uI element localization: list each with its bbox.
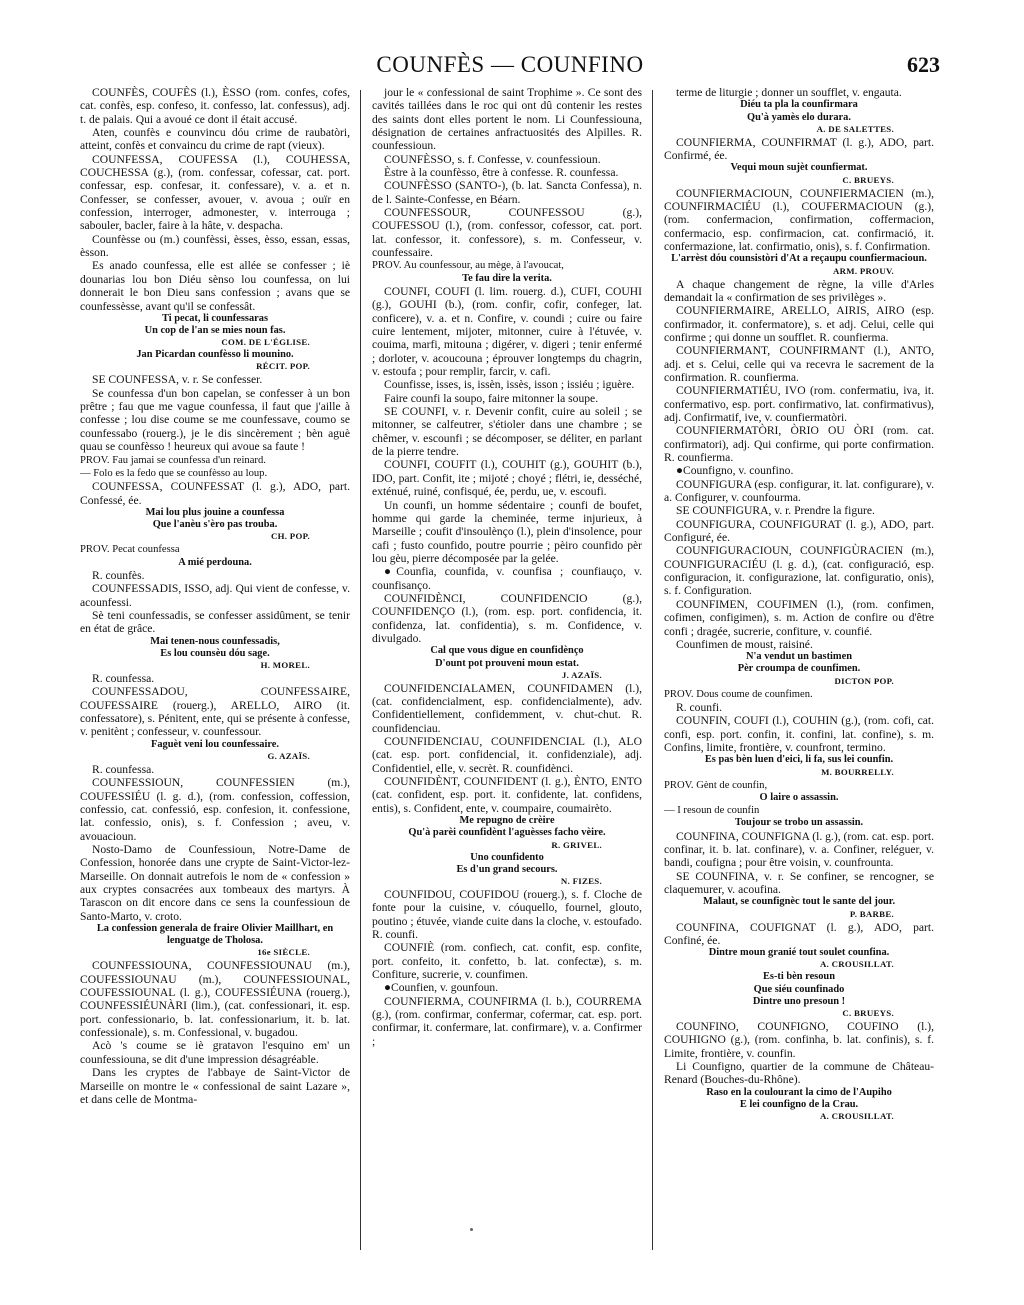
column-middle bbox=[372, 86, 642, 1256]
quotation-attribution: CH. POP. bbox=[271, 531, 310, 542]
quotation-line: Malaut, se counfignèc tout le sante del jour. bbox=[702, 896, 896, 908]
proverb-line: — Folo es la fedo que se counfèsso au loup. bbox=[80, 467, 268, 479]
dictionary-entry: Faire counfi la soupo, faire mitonner la soupe. bbox=[384, 391, 599, 405]
quotation-line: La confession generala de fraire Olivier Maillhart, en lenguatge de Tholosa. bbox=[96, 923, 334, 947]
dictionary-entry: COUNFIDÈNT, COUNFIDENT (l. g.), ÈNTO, ENTO (cat. confident, esp. port. it. confidente, lat. confidens, entis), s. Confident, ente, v. coumpaire, coumairèto. bbox=[372, 775, 642, 815]
quotation-line: Faguèt veni lou counfessaire. bbox=[151, 738, 279, 750]
quotation-line: Dintre uno presoun ! bbox=[752, 995, 846, 1007]
quotation-attribution: R. GRIVEL. bbox=[551, 839, 602, 850]
quotation-attribution: H. MOREL. bbox=[260, 659, 310, 670]
dictionary-entry: SE COUNFESSA, v. r. Se confesser. bbox=[92, 373, 263, 387]
dictionary-entry: COUNFIERMAIRE, ARELLO, AIRIS, AIRO (esp. confirmador, it. confermatore), s. et adj. Celui, celle qui confirme ; qui donne un soufflet. R. counfierma. bbox=[664, 304, 934, 344]
dictionary-entry: COUNFIDENCIAU, COUNFIDENCIAL (l.), ALO (cat. esp. port. confidencial, it. confidenziale), adj. Confidentiel, elle, v. secrèt. R. counfidènci. bbox=[372, 735, 642, 775]
column-divider bbox=[652, 90, 653, 1250]
dictionary-entry: COUNFESSA, COUFESSA (l.), COUHESSA, COUCHESSA (g.), (rom. confessar, cofessar, cat. port. confessar, esp. confesar, it. confessare), v. a. et n. Confesser, se confesser, avouer, v. avoua ; ouïr en confession, interroger, admonester, v. interrouga ; sabouler, bacler, faire à la hâte, v. despacha. bbox=[80, 152, 350, 233]
dictionary-entry: COUNFIDOU, COUFIDOU (rouerg.), s. f. Cloche de fonte pour la cuisine, v. cóuquello, fournel, glouto, poutino ; étuvée, viande cuite dans la cloche, v. estoufado. R. counfi. bbox=[372, 887, 642, 941]
dictionary-entry: Èstre à la counfèsso, être à confesse. R. counfessa. bbox=[384, 166, 619, 180]
quotation-attribution: COM. DE L'ÉGLISE. bbox=[221, 337, 310, 348]
quotation-attribution: G. AZAÏS. bbox=[267, 750, 310, 761]
quotation-line: Que l'anèu s'èro pas trouba. bbox=[152, 519, 278, 531]
quotation-line: Raso en la coulourant la cimo de l'Aupiho bbox=[706, 1086, 892, 1098]
dictionary-entry: ●Counfigno, v. counfino. bbox=[676, 464, 794, 478]
dictionary-entry: R. counfès. bbox=[92, 568, 145, 582]
dictionary-entry: Counfisse, isses, is, issèn, issès, isson ; issiéu ; iguère. bbox=[384, 378, 635, 392]
quotation-line: Que siéu counfinado bbox=[753, 983, 845, 995]
quotation-line: L'arrèst dóu counsistòri d'At a reçaupu counfiermacioun. bbox=[671, 253, 927, 265]
dictionary-entry: Es anado counfessa, elle est allée se confesser ; iè dounarias lou bon Diéu sènso lou counfessa, on lui donnerait le bon Dieu sans confession ; avans que se counfessèsse, avant qu'il se confessât. bbox=[80, 259, 350, 313]
quotation-attribution: P. BARBE. bbox=[849, 908, 894, 919]
quotation-line: Es lou counsèu dóu sage. bbox=[160, 647, 270, 659]
dictionary-entry: COUNFIERMA, COUNFIRMAT (l. g.), ADO, part. Confirmé, ée. bbox=[664, 135, 934, 163]
quotation-attribution: C. BRUEYS. bbox=[842, 174, 894, 185]
dictionary-entry: ●Counfien, v. gounfoun. bbox=[384, 981, 499, 995]
dictionary-entry: R. counfessa. bbox=[92, 762, 155, 776]
text-columns bbox=[80, 86, 940, 1256]
quotation-attribution: A. CROUSILLAT. bbox=[819, 959, 894, 970]
quotation-attribution: A. CROUSILLAT. bbox=[819, 1111, 894, 1122]
proverb-line: PROV. Dous coume de counfimen. bbox=[664, 688, 813, 700]
proverb-line: PROV. Gènt de counfin, bbox=[664, 779, 768, 791]
quotation-line: Es-ti bèn resoun bbox=[763, 971, 835, 983]
quotation-line: Un cop de l'an se mies noun fas. bbox=[144, 325, 286, 337]
dictionary-entry: COUNFIGURA (esp. configurar, it. lat. configurare), v. a. Configurer, v. counfourma. bbox=[664, 477, 934, 505]
proverb-line: PROV. Au counfessour, au mège, à l'avoucat, bbox=[372, 260, 564, 272]
proverb-line: PROV. Pecat counfessa bbox=[80, 544, 180, 556]
quotation-line: Qu'à yamès elo durara. bbox=[747, 111, 851, 123]
dictionary-entry: jour le « confessional de saint Trophime ». Ce sont des cavités taillées dans le roc qui ont dû contenir les restes des saints dont elles portent le nom. Li Counfessiouna, désignation de certaines anfractuosités des Alpilles. R. counfessioun. bbox=[372, 86, 642, 153]
dictionary-entry: COUNFÈSSO (SANTO-), (b. lat. Sancta Confessa), n. de l. Sainte-Confesse, en Béarn. bbox=[372, 179, 642, 206]
dictionary-entry: Li Counfigno, quartier de la commune de Château-Renard (Bouches-du-Rhône). bbox=[664, 1060, 934, 1087]
dictionary-entry: COUNFÈSSO, s. f. Confesse, v. counfessioun. bbox=[384, 152, 601, 166]
dictionary-entry: Se counfessa d'un bon capelan, se confesser à un bon prêtre ; fau que me vague counfessa, il faut que j'aille à confesse ; lou dise coume se me counfessave, coumo se counfessabo (rouerg.), je le dis sincèrement ; bèn aguè quau se counfèsso ! heureux qui avoue sa faute ! bbox=[80, 386, 350, 454]
dictionary-entry: COUNFIERMATÒRI, ÒRIO OU ÒRI (rom. cat. confirmatori), adj. Qui confirme, qui porte confirmation. R. counfierma. bbox=[664, 424, 934, 465]
dictionary-entry: Aten, counfès e counvincu dóu crime de raubatòri, atteint, confès et convaincu du crime de rapt (vieux). bbox=[80, 126, 350, 153]
quotation-line: Mai lou plus jouine a counfessa bbox=[145, 506, 285, 518]
dictionary-entry: COUNFIN, COUFI (l.), COUHIN (g.), (rom. cofi, cat. confi, esp. port. confin, it. confini, lat. confine), s. m. Confins, limite, frontière, v. counfront, termino. bbox=[664, 714, 934, 754]
quotation-line: Uno counfidento bbox=[470, 851, 544, 863]
column-left bbox=[80, 86, 350, 1256]
dictionary-entry: COUNFIÈ (rom. confiech, cat. confit, esp. confite, port. confeito, it. confetto, b. lat. confectæ), s. m. Confiture, sucrerie, v. counfimen. bbox=[372, 941, 642, 982]
column-divider bbox=[360, 90, 361, 1250]
proverb-line: — I resoun de counfin bbox=[664, 805, 760, 817]
dictionary-entry: COUNFIMEN, COUFIMEN (l.), (rom. confimen, cofimen, configimen), s. m. Action de confire ou d'être confi ; dragée, sucrerie, confiture, v. counfié. bbox=[664, 597, 934, 638]
dictionary-entry: COUNFIERMACIOUN, COUNFIERMACIEN (m.), COUNFIRMACIÉU (l.), COUFERMACIOUN (g.), (rom. confermacion, confirmation, coffermacion, confermacio, esp. confirmacion, cat. confirmació, it. confermazione, lat. confirmatio, onis), s. f. Confirmation. bbox=[664, 186, 934, 254]
quotation-attribution: J. AZAÏS. bbox=[561, 669, 602, 680]
dictionary-entry: Acò 's coume se iè gratavon l'esquino em' un counfessiouna, se dit d'une impression désagréable. bbox=[80, 1039, 350, 1066]
quotation-attribution: DICTON POP. bbox=[834, 675, 894, 686]
quotation-line: Cal que vous digue en counfidènço bbox=[430, 645, 584, 657]
quotation-attribution: ARM. PROUV. bbox=[832, 265, 894, 276]
quotation-attribution: A. DE SALETTES. bbox=[816, 123, 894, 134]
dictionary-entry: Sè teni counfessadis, se confesser assidûment, se tenir en état de grâce. bbox=[80, 608, 350, 636]
dictionary-entry: COUNFESSIOUN, COUNFESSIEN (m.), COUFESSIÉU (l. g. d.), (rom. confession, coffession, confessio, cat. confessió, esp. confesion, it. confessione, lat. confessio, onis), s. f. Confession ; aveu, v. avouacioun. bbox=[80, 776, 350, 843]
quotation-line: Qu'à parèi counfidènt l'aguèsses facho vèire. bbox=[408, 827, 606, 839]
dictionary-entry: COUNFESSADOU, COUNFESSAIRE, COUFESSAIRE (rouerg.), ARELLO, AIRO (it. confessatore), s. Pénitent, ente, qui se présente à confesse, v. penitènt ; confesseur, v. counfessour. bbox=[80, 685, 350, 739]
dictionary-entry: COUNFINA, COUFIGNAT (l. g.), ADO, part. Confiné, ée. bbox=[664, 920, 934, 947]
dictionary-entry: R. counfi. bbox=[676, 700, 723, 714]
dictionary-entry: Counfimen de moust, raisiné. bbox=[676, 637, 813, 651]
dictionary-entry: COUNFIDENCIALAMEN, COUNFIDAMEN (l.), (cat. confidencialment, esp. confidencialmente), adv. Confidentiellement, confidemment, v. chut-chut. R. counfidenciau. bbox=[372, 681, 642, 735]
dictionary-entry: ●Counfia, counfida, v. counfisa ; counfiauço, v. counfisanço. bbox=[372, 565, 642, 592]
dictionary-entry: COUNFESSIOUNA, COUNFESSIOUNAU (m.), COUFESSIOUNAU (m.), COUNFESSIOUNAL, COUFESSIOUNAL (l. g.), COUFESSIÉUNA (rouerg.), COUNFESSIÉUNÀRI (lim.), (cat. confessionari, it. esp. port. confessionario, b. lat. confessionarium, it. b. lat. confessionale), s. m. Confessional, v. bugadou. bbox=[80, 959, 350, 1040]
quotation-attribution: RÉCIT. POP. bbox=[256, 361, 310, 372]
quotation-line: Mai tenen-nous counfessadis, bbox=[150, 635, 280, 647]
quotation-line: Te fau dire la verita. bbox=[462, 272, 552, 284]
page-number: 623 bbox=[907, 52, 940, 77]
dictionary-entry: SE COUNFINA, v. r. Se confiner, se rencogner, se claquemurer, v. acoufina. bbox=[664, 869, 934, 896]
dictionary-entry: COUNFIDÈNCI, COUNFIDENCIO (g.), COUNFIDENÇO (l.), (rom. esp. port. confidencia, it. confidenza, lat. confidentia), s. m. Confidence, v. divulgado. bbox=[372, 591, 642, 645]
ink-speck bbox=[470, 1228, 473, 1231]
quotation-attribution: 16e SIÈCLE. bbox=[257, 947, 310, 958]
dictionary-entry: Counfèsse ou (m.) counfèssi, èsses, èsso, essan, essas, èsson. bbox=[80, 232, 350, 260]
quotation-line: O laire o assassin. bbox=[759, 791, 839, 803]
quotation-line: E lei counfigno de la Crau. bbox=[739, 1098, 859, 1110]
dictionary-entry: COUNFINA, COUNFIGNA (l. g.), (rom. cat. esp. port. confinar, it. b. lat. confinare), v. a. Confiner, reléguer, v. bandi, coufigna ; pour être voisin, v. counfrounta. bbox=[664, 829, 934, 870]
dictionary-entry: COUNFIERMANT, COUNFIRMANT (l.), ANTO, adj. et s. Celui, celle qui va recevra le sacrement de la confirmation. R. counfierma. bbox=[664, 344, 934, 384]
quotation-attribution: M. BOURRELLY. bbox=[821, 766, 894, 777]
quotation-line: Pèr croumpa de counfimen. bbox=[737, 663, 861, 675]
dictionary-entry: COUNFINO, COUNFIGNO, COUFINO (l.), COUHIGNO (g.), (rom. confinha, b. lat. confinis), s. f. Limite, frontière, v. counfin. bbox=[664, 1020, 934, 1060]
dictionary-entry: Un counfi, un homme sédentaire ; counfi de boufet, homme qui garde la cheminée, terme injurieux, à Marseille ; coufit d'insoulènço (l.), plein d'insolence, pour cafi ; fusto counfido, poutre pourrie ; pèiro counfido pèr lou gèu, pierre décomposée par la gelée. bbox=[372, 498, 642, 565]
dictionary-entry: SE COUNFIGURA, v. r. Prendre la figure. bbox=[676, 504, 875, 518]
dictionary-entry: COUNFIERMA, COUNFIRMA (l. b.), COURREMA (g.), (rom. confirmar, confermar, cofermar, cat. esp. port. confirmar, it. confermare, lat. confirmare), v. a. Confirmer ; bbox=[372, 994, 642, 1048]
quotation-line: Toujour se trobo un assassin. bbox=[734, 817, 864, 829]
dictionary-entry: A chaque changement de règne, la ville d'Arles demandait la « confirmation de ses privilèges ». bbox=[664, 277, 934, 304]
dictionary-entry: COUNFESSOUR, COUNFESSOU (g.), COUFESSOU (l.), (rom. confessor, cofessor, cat. port. lat. confessor, it. confessore), s. m. Confesseur, v. counfessaire. bbox=[372, 206, 642, 260]
dictionary-entry: COUNFI, COUFI (l. lim. rouerg. d.), CUFI, COUHI (g.), GOUHI (b.), (rom. confir, cofir, confeger, lat. conficere), v. a. et n. Confire, v. coundi ; cuire ou faire cuire lentement, mijoter, mitonner, cuire à l'étuvée, v. couima, marfi, mitouna ; digérer, v. digeri ; tenir enfermé ; dorloter, v. acoucouna ; éprouver longtemps du chagrin, v. estoufa ; pour remplir, farcir, v. cafi. bbox=[372, 285, 642, 379]
quotation-attribution: C. BRUEYS. bbox=[842, 1008, 894, 1019]
dictionary-entry: COUNFÈS, COUFÈS (l.), ÈSSO (rom. confes, cofes, cat. confès, esp. confeso, it. confesso, lat. confessus), adj. t. de palais. Qui a avoué ce dont il était accusé. bbox=[80, 86, 350, 126]
quotation-line: Es d'un grand secours. bbox=[456, 863, 558, 875]
dictionary-entry: Dans les cryptes de l'abbaye de Saint-Victor de Marseille on montre le « confessional de saint Lazare », et dans celle de Montma- bbox=[80, 1066, 350, 1106]
dictionary-entry: Nosto-Damo de Counfessioun, Notre-Dame de Confession, honorée dans une crypte de Saint-Victor-lez-Marseille. On donnait autrefois le nom de « confession » aux cryptes consacrées aux tombeaux des martyrs. À Tarascon on dit encore dans ce sens la counfessioun de Santo-Marto, v. croto. bbox=[80, 842, 350, 923]
column-right bbox=[664, 86, 934, 1256]
running-head: COUNFÈS — COUNFINO bbox=[376, 52, 644, 77]
quotation-attribution: N. FIZES. bbox=[560, 875, 602, 886]
quotation-line: Dintre moun granié tout soulet counfina. bbox=[708, 947, 890, 959]
dictionary-entry: COUNFESSA, COUNFESSAT (l. g.), ADO, part. Confessé, ée. bbox=[80, 480, 350, 507]
quotation-line: Vequi moun sujèt counfiermat. bbox=[730, 162, 868, 174]
quotation-line: Es pas bèn luen d'eici, li fa, sus lei counfin. bbox=[704, 754, 894, 766]
dictionary-entry: SE COUNFI, v. r. Devenir confit, cuire au soleil ; se mitonner, se calfeutrer, s'étioler dans une chambre ; se chêmer, v. escounfi ; se décomposer, se déliter, en parlant de la pierre tendre. bbox=[372, 405, 642, 459]
quotation-line: Jan Picardan counfèsso li mounino. bbox=[136, 349, 294, 361]
quotation-line: Me repugno de crèire bbox=[459, 815, 555, 827]
dictionary-entry: R. counfessa. bbox=[92, 671, 155, 685]
dictionary-entry: COUNFESSADIS, ISSO, adj. Qui vient de confesse, v. acounfessi. bbox=[80, 582, 350, 609]
dictionary-entry: COUNFIERMATIÉU, IVO (rom. confermatiu, iva, it. confermativo, esp. port. confirmativo, lat. confirmativus), adj. Confirmatif, ive, v. counfiermatòri. bbox=[664, 384, 934, 424]
quotation-line: A mié perdouna. bbox=[178, 556, 252, 568]
dictionary-entry: COUNFI, COUFIT (l.), COUHIT (g.), GOUHIT (b.), IDO, part. Confit, ite ; mijoté ; choyé ; flétri, ie, desséché, exténué, ruiné, confisqué, ée, perdu, ue, v. escoufi. bbox=[372, 458, 642, 499]
dictionary-entry: terme de liturgie ; donner un soufflet, v. engauta. bbox=[676, 86, 902, 99]
quotation-line: Ti pecat, li counfessaras bbox=[161, 312, 269, 324]
quotation-line: D'ount pot prouveni moun estat. bbox=[435, 657, 579, 669]
page-header bbox=[80, 52, 940, 86]
proverb-line: PROV. Fau jamai se counfessa d'un reinard. bbox=[80, 454, 266, 466]
quotation-line: N'a vendut un bastimen bbox=[746, 651, 852, 663]
dictionary-entry: COUNFIGURACIOUN, COUNFIGÙRACIEN (m.), COUNFIGURACIÉU (l. g. d.), (cat. configuració, esp. configuracion, it. configurazione, lat. configuratio, onis), s. f. Configuration. bbox=[664, 544, 934, 598]
dictionary-entry: COUNFIGURA, COUNFIGURAT (l. g.), ADO, part. Configuré, ée. bbox=[664, 517, 934, 545]
quotation-line: Diéu ta pla la counfirmara bbox=[740, 99, 858, 111]
